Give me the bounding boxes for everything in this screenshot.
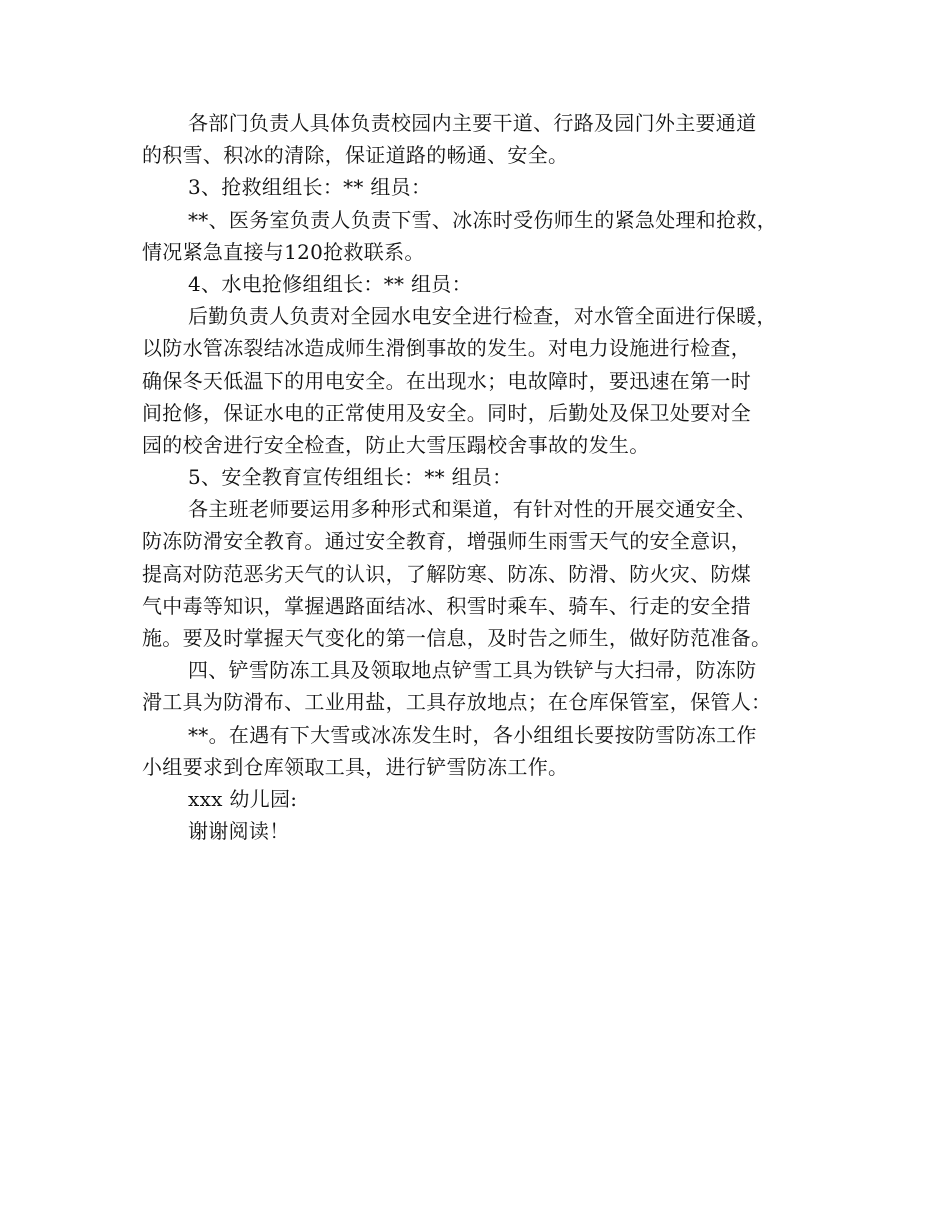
text-line: 园的校舍进行安全检查，防止大雪压蹋校舍事故的发生。 (142, 432, 650, 457)
text-line: 确保冬天低温下的用电安全。在出现水；电故障时，要迅速在第一时 (142, 368, 751, 393)
text-line: **。在遇有下大雪或冰冻发生时，各小组组长要按防雪防冻工作 (188, 722, 757, 747)
text-line: 情况紧急直接与120抢救联系。 (142, 239, 425, 264)
section-heading: 5、安全教育宣传组组长：** 组员： (188, 465, 513, 490)
text-line: 滑工具为防滑布、工业用盐，工具存放地点；在仓库保管室，保管人： (142, 690, 772, 715)
text-line: 以防水管冻裂结冰造成师生滑倒事故的发生。对电力设施进行检查， (142, 336, 751, 361)
closing-line: 谢谢阅读！ (188, 819, 290, 844)
text-line: 小组要求到仓库领取工具，进行铲雪防冻工作。 (142, 754, 569, 779)
text-line: 的积雪、积冰的清除，保证道路的畅通、安全。 (142, 143, 569, 168)
text-line: 提高对防范恶劣天气的认识，了解防寒、防冻、防滑、防火灾、防煤 (142, 561, 751, 586)
section-heading: 4、水电抢修组组长：** 组员： (188, 271, 472, 296)
signature-line: xxx 幼儿园: (188, 786, 298, 811)
section-heading: 3、抢救组组长：** 组员： (188, 175, 432, 200)
text-line: 各部门负责人具体负责校园内主要干道、行路及园门外主要通道 (188, 111, 757, 135)
text-line: **、医务室负责人负责下雪、冰冻时受伤师生的紧急处理和抢救， (188, 207, 777, 232)
section-heading: 四、铲雪防冻工具及领取地点铲雪工具为铁铲与大扫帚，防冻防 (188, 658, 757, 683)
text-line: 各主班老师要运用多种形式和渠道，有针对性的开展交通安全、 (188, 497, 757, 522)
text-line: 气中毒等知识，掌握遇路面结冰、积雪时乘车、骑车、行走的安全措 (142, 593, 751, 618)
text-line: 间抢修，保证水电的正常使用及安全。同时，后勤处及保卫处要对全 (142, 400, 751, 425)
document-body (142, 107, 814, 847)
text-line: 后勤负责人负责对全园水电安全进行检查，对水管全面进行保暖， (188, 304, 777, 329)
text-line: 防冻防滑安全教育。通过安全教育，增强师生雨雪天气的安全意识， (142, 529, 751, 554)
text-line: 施。要及时掌握天气变化的第一信息，及时告之师生，做好防范准备。 (142, 626, 772, 650)
